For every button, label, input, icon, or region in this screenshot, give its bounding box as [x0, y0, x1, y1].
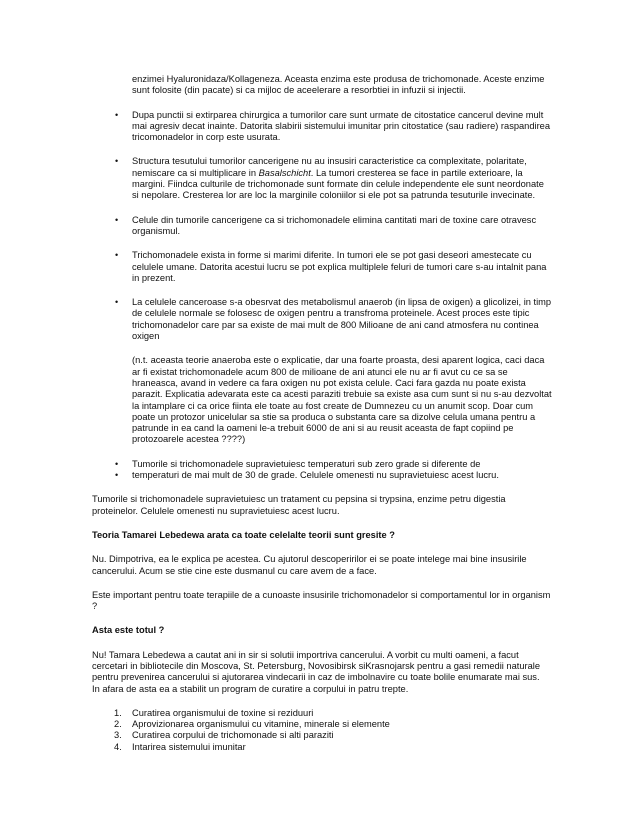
heading-all: Asta este totul ?: [92, 625, 165, 636]
bullet-text: Tumorile si trichomonadele supravietuiesc temperaturi sub zero grade si diferente de: [132, 458, 481, 469]
bullet-icon: •: [115, 297, 119, 308]
bullet-text: Dupa punctii si extirparea chirurgica a tumorilor care sunt urmate de citostatice cancerul devine mult mai agresiv decat inainte. Datorita slabirii sistemului imunitar prin citostatice (sau radiere) raspandirea tricomonadelor in corp este usurata.: [132, 109, 551, 143]
step-number: 4.: [114, 741, 122, 752]
step-item: [92, 719, 552, 730]
heading-theory: Teoria Tamarei Lebedewa arata ca toate celelalte teorii sunt gresite ?: [92, 529, 395, 540]
step-item: [92, 730, 552, 741]
bullet-icon: •: [115, 214, 119, 225]
bullet-text: temperaturi de mai mult de 30 de grade. Celulele omenesti nu supravietuiesc acest lucru.: [132, 470, 499, 481]
bullet-text: Celule din tumorile cancerigene ca si trichomonadele elimina cantitati mari de toxine care otravesc organismul.: [132, 214, 537, 236]
step-text: Aprovizionarea organismului cu vitamine, minerale si elemente: [132, 719, 390, 730]
paragraph-answer: Nu. Dimpotriva, ea le explica pe acestea. Cu ajutorul descoperirilor ei se poate intelege mai bine insusirile cancerului. Acum se stie cine este dusmanul cu care avem de a face.: [92, 554, 527, 576]
step-number: 2.: [114, 719, 122, 730]
step-text: Curatirea organismului de toxine si reziduuri: [132, 707, 314, 718]
bullet-item: [92, 297, 552, 342]
bullet-item: [92, 156, 552, 201]
bullet-list: [92, 110, 552, 343]
bullet-text: Trichomonadele exista in forme si marimi diferite. In tumori ele se pot gasi deseori amestecate cu celulele umane. Datorita acestui lucru se pot explica multiplele feluri de tumori care s-au intalnit pana in prezent.: [132, 250, 547, 283]
step-item: [92, 742, 552, 753]
bullet-icon: •: [115, 458, 119, 469]
steps-list: [92, 708, 552, 753]
step-text: Curatirea corpului de trichomonade si alti paraziti: [132, 730, 334, 741]
paragraph-research: Nu! Tamara Lebedewa a cautat ani in sir si solutii importriva cancerului. A vorbit cu multi oameni, a facut cercetari in bibliotecile din Moscova, St. Petersburg, Novosibirsk siKrasnojarsk pentru a gasi remedii naturale pentru prevenirea cancerului si ajutorarea vindecarii in caz de imbolnavire cu toate bolile enumarate mai sus.: [92, 649, 541, 683]
document-body: [92, 74, 552, 753]
bullet-text-after: . La tumori cresterea se face in partile exterioare, la margini. Fiindca culturile de trichomonade sunt formate din celule independente ele sunt neordonate si nepolare. Cresterea lor are loc la marginile coloniilor si ele pot sa patrunda tesuturile invecinate.: [132, 167, 544, 201]
bullet-text: La celulele canceroase s-a obesrvat des metabolismul anaerob (in lipsa de oxigen) a glicolizei, in timp de celulele normale se folosesc de oxigen pentru a transfroma proteinele. Acest proces este tipic trichomonadelor care par sa existe de mai mult de 800 Milioane de ani cand atmosfera nu continea oxigen: [132, 297, 552, 342]
bullet-item: [92, 459, 552, 470]
step-text: Intarirea sistemului imunitar: [132, 741, 246, 752]
bullet-icon: •: [115, 470, 119, 481]
paragraph-program: In afara de asta ea a stabilit un program de curatire a corpului in patru trepte.: [92, 683, 409, 694]
bullet-icon: •: [115, 250, 119, 261]
intro-continuation: enzimei Hyaluronidaza/Kollageneza. Aceasta enzima este produsa de trichomonade. Aceste enzime sunt folosite (din pacate) si ca mijloc de aceelerare a resorbtiei in infuzii si injectii.: [132, 74, 545, 96]
bullet-item: [92, 215, 552, 238]
bullet-text-before: Structura tesutului tumorilor cancerigene nu au insusiri caracteristice ca complexitate, polaritate, nemiscare ca si multiplicare in: [132, 156, 527, 178]
bullet-item: [92, 110, 552, 144]
bullet-icon: •: [115, 109, 119, 120]
bullet-item: [92, 470, 552, 481]
step-item: [92, 708, 552, 719]
step-number: 3.: [114, 730, 122, 741]
temperature-bullet-list: [92, 459, 552, 482]
bullet-text-italic: Basalschicht: [258, 167, 311, 178]
bullet-icon: •: [115, 156, 119, 167]
paragraph-important: Este important pentru toate terapiile de a cunoaste insusirile trichomonadelor si comportamentul lor in organism ?: [92, 589, 551, 612]
bullet-item: [92, 250, 552, 284]
step-number: 1.: [114, 707, 122, 718]
paragraph-treatment: Tumorile si trichomonadele supravietuiesc un tratament cu pepsina si trypsina, enzime petru digestia proteinelor. Celulele omenesti nu supravietuiesc acest lucru.: [92, 494, 506, 516]
translator-note: (n.t. aceasta teorie anaeroba este o explicatie, dar una foarte proasta, desi aparent logica, caci daca ar fi existat trichomonadele acum 800 de milioane de ani atunci ele nu ar fi avut cu ce sa se hraneasca, avand in vedere ca fara oxigen nu pot exista celule. Caci fara gazda nu poate exista parazit. Explicatia adevarata este ca acesti paraziti trebuie sa existe asa cum sunt si nu s-au dezvoltat la intamplare ci ca orice fiinta ele toate au fost create de Dumnezeu cu un anumit scop. Doar cum poate un protozor unicelular sa stie sa produca o substanta care sa dizolve celula umana pentru a patrunde in ea cand la oameni le-a trebuit 6000 de ani si au reusit aceasta de fapt copiind pe protozoarele acestea ????): [132, 355, 552, 445]
